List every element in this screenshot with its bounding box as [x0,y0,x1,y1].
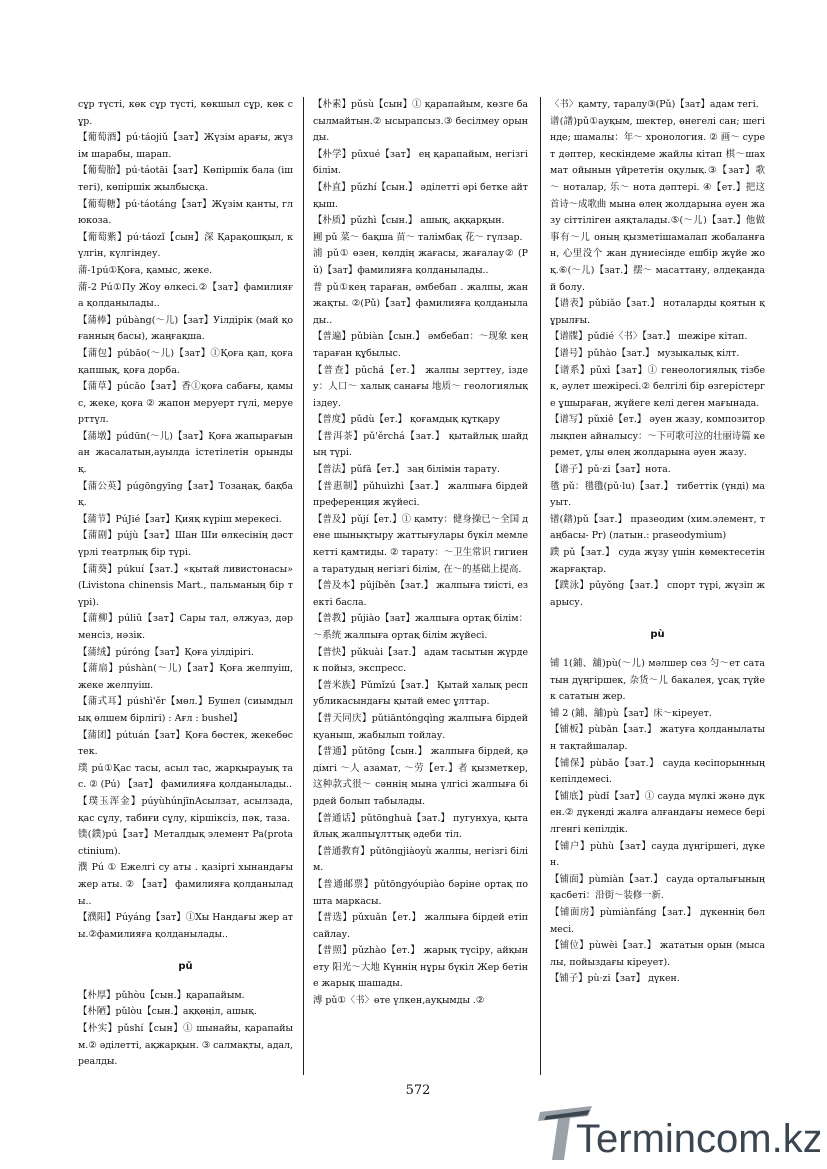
dictionary-entry: 【铺面】pùmiàn【зат.】 сауда орталығының қасбеті：沿街～装修一新. [550,873,765,902]
dictionary-entry: 【谱表】pǔbiǎo【зат.】 ноталарды қоятын құрылғы. [550,298,765,326]
dictionary-entry: 【谱系】pǔxì【зат】① генеологиялық тізбек, әулет шежіресі.② белгілі бір өзгерістерге ұшыраған, жүйеге келі деген мағынада. [550,364,765,409]
dictionary-entry: 【葡萄紫】pú·táozǐ【сын】深 Қарақошқыл, күлгін, күлгіндеу. [78,231,293,260]
dictionary-entry: 【朴陋】pǔlòu【сын.】аққөңіл, ашық. [78,1006,257,1018]
dictionary-entry: 【铺保】pùbǎo【зат.】 сауда кәсіпорынның кепілдемесі. [550,757,765,786]
dictionary-entry: 【朴素】pǔsù【сын】① қарапайым, көзге басылмайтын.② ысырапсыз.③ бесілмеу орынды. [313,99,528,144]
dictionary-entry: 【蒲墩】púdūn(～儿)【зат】Қоға жапырағынан жасалатын,ауылда істетілетін орындық. [78,430,293,476]
dictionary-entry: 【普查】pǔchá【ет.】 жалпы зерттеу, іздеу：人口～ халық санағы 地质～ геологиялық іздеу. [313,364,528,409]
dictionary-entry: 【朴学】pǔxué【зат】 ең қарапайым, негізгі білім. [313,148,528,177]
dictionary-entry: 【铺板】pùbǎn【зат.】 жатуға қолданылатын тақтайшалар. [550,724,765,752]
dictionary-entry: 【普洱茶】pǔ'ěrchá【зат.】 қытайлық шайдың түрі. [313,430,528,459]
dictionary-column-2 [313,97,528,1075]
dictionary-entry: 普 pǔ①кең тараған, әмбебап . жалпы, жан жақты. ②(Pǔ)【зат】фамилияға қолданылады.. [313,281,528,326]
section-heading: pù [650,629,665,641]
dictionary-entry: 【普通邮票】pǔtōngyóupiào бәріне ортақ пошта маркасы. [313,878,528,907]
dictionary-entry: 氆 pǔ：氆氇(pǔ·lu)【зат.】 тибеттік (үнді) мауыт. [550,480,765,509]
dictionary-entry: 璞 pú①Қас тасы, асыл тас, жарқырауық тас. ② (Pú) 【зат】 фамилияға қолданылады.. [78,762,293,791]
dictionary-entry: 【蒲团】pútuán【зат】Қоға бөстек, жекебөстек. [78,729,293,758]
dictionary-entry: 【普及】pǔjí【ет.】① қамту：健身操已～全国 дене шынықтыру жаттығулары бүкіл мемлекетті қамтиды. ② тарату：～卫生常识 гигиена таратудың негізгі білім, 在～的基础上提高. [313,513,528,575]
dictionary-entry: 【朴厚】pǔhòu【сын.】қарапайым. [78,989,245,1001]
dictionary-entry: 【普米族】Pǔmǐzú【зат.】 Қытай халық республикасындағы қытай емес ұлттар. [313,679,528,708]
dictionary-entry: 圃 pǔ 菜～ бақша 苗～ талімбақ 花～ гүлзар. [313,231,523,243]
column-divider [540,97,541,1075]
dictionary-entry: 【谱子】pǔ·zi【зат】нота. [550,464,671,476]
dictionary-entry: 【蒲棒】púbàng(～儿)【зат】Уілдірік (май қоғанның басы), жаңғақша. [78,314,293,343]
dictionary-entry: 蒲-1pú①Қоға, қамыс, жеке. [78,264,213,276]
dictionary-entry: 【普通话】pǔtōnghuà【зат.】 пугунхуа, қытайлық жалпыұлттық әдеби тіл. [313,812,528,841]
dictionary-entry: 【谱写】pǔxiě【ет.】 әуен жазу, композиторлықпен айналысу：～下可歌可泣的壮丽诗篇 керемет, ұлы өлең жолдарына әуен жазу. [550,414,765,459]
dictionary-entry: 【濮阳】Púyáng【зат】①Хы Нандағы жер аты.②фамилияға қолданылады.. [78,912,293,940]
dictionary-entry: 【蒲包】púbāo(～儿)【зат】①Қоға қап, қоға қапшық, қоға дорба. [78,347,293,376]
dictionary-entry: 【普照】pǔzhào【ет.】 жарық түсіру, айқын ету 阳光～大地 Күннің нұры бүкіл Жер бетіне жарық шашады. [313,945,528,990]
dictionary-entry: 【普法】pǔfǎ【ет.】 заң білімін тарату. [313,464,500,476]
site-logo[interactable] [530,1104,820,1164]
dictionary-entry: 蒲-2 Pú①Пу Жоу өлкесі.②【зат】фамилияға қолданылады.. [78,281,293,310]
dictionary-entry: 【璞玉浑金】púyùhúnjīnАсылзат, асылзада, қас сұлу, табиғи сұлу, кіршіксіз, пәк, таза. [78,795,293,824]
dictionary-entry: 铺 1(鋪、舖)pù(～儿) мәлшер сөз 匀～ет сататын дүңгіршек, 杂货～儿 бакалея, ұсақ түйек сататын жер. [550,658,765,703]
dictionary-entry: 【蒲葵】púkuí【зат.】«қытай ливистонасы» (Livistona chinensis Mart., пальманың бір түрі). [78,563,293,608]
column-divider [303,97,304,1075]
section-heading: pǔ [178,961,193,973]
dictionary-entry: 【谱牒】pǔdié〈书〉【зат.】 шежіре кітап. [550,331,748,343]
dictionary-entry: 【普通教育】pǔtōngjiàoyù жалпы, негізгі білім. [313,845,528,874]
dictionary-entry: 【蒲草】púcǎo【зат】香①қоға сабағы, қамыс, жеке, қоға ② жапон меруерт гүлі, меруерттүл. [78,381,293,426]
dictionary-entry: 铺 2 (鋪、舖)pù【зат】床～кіреует. [550,707,712,719]
dictionary-entry: 【朴直】pǔzhí【сын.】 әділетті әрі бетке айтқыш. [313,181,528,210]
dictionary-entry: 【普惠制】pǔhuìzhì【зат.】 жалпыға бірдей преференция жүйесі. [313,480,528,509]
dictionary-entry: 〈书〉қамту, таралу③(Pǔ)【зат】адам тегі. [550,99,759,110]
dictionary-entry: 【蒲柳】púliǔ【зат】Сары тал, әлжуаз, дәрменсіз, нәзік. [78,613,293,641]
dictionary-entry: 【普及本】pǔjíběn【зат.】 жалпыға тиісті, езекті басла. [313,580,528,608]
dictionary-entry: 【普教】pǔjiào【зат】жалпыға ортақ білім：～系统 жалпыға ортақ білім жүйесі. [313,613,528,641]
dictionary-entry: 【蒲剧】pújù【зат】Шан Ши өлкесінің дәстүрлі театрлық бір түрі. [78,530,293,559]
dictionary-entry: 镤(鏷)pú【зат】Металдық элемент Pa(protactinium). [78,829,293,857]
dictionary-entry: 【普度】pǔdù【ет.】 қоғамдық құтқару [313,414,500,426]
dictionary-entry: 【蒲节】PúJié【зат】Қияқ күріш мерекесі. [78,513,282,525]
dictionary-entry: 【普选】pǔxuǎn【ет.】 жалпыға бірдей етіп сайлау. [313,912,528,940]
dictionary-entry: 【蒲绒】púróng【зат】Қоға уілдірігі. [78,646,254,658]
dictionary-entry: 【铺面房】pùmiànfáng【зат.】 дүкеннің бөлмесі. [550,906,765,935]
dictionary-entry: 【普遍】pǔbiàn【сын.】 әмбебап：～现象 кең тараған құбылыс. [313,331,528,359]
dictionary-entry: 【葡萄胎】pú·táotāi【зат】Көпіршік бала (іштегі), көпіршік жылбысқа. [78,165,293,193]
logo-wordmark: Termincom.kz [576,1117,820,1161]
dictionary-entry: сұр түсті, көк сұр түсті, көкшыл сұр, көк сұр. [78,99,293,127]
dictionary-entry: 【铺子】pù·zi【зат】 дүкен. [550,973,680,985]
dictionary-entry: 【铺底】pùdǐ【зат】① сауда мүлкі жәнә дүкен.② дүкенді жалға алғандағы немесе берілгенгі кепілдік. [550,790,765,835]
dictionary-entry: 【谱号】pǔhào【зат.】 музыкалық кілт. [550,347,740,359]
dictionary-entry: 【普快】pǔkuài【зат.】 адам тасытын жүрдек пойыз, экспресс. [313,646,528,675]
dictionary-entry: 【葡萄糖】pú·táotáng【зат】Жүзім қанты, глюкоза. [78,198,293,227]
dictionary-entry: 镨(鐠)pǔ【зат.】 празеодим (хим.элемент, таңбасы- Pr) (латын.: praseodymium) [550,513,765,542]
dictionary-entry: 【蹼泳】pǔyǒng【зат.】 спорт түрі, жүзіп жарысу. [550,580,765,608]
dictionary-entry: 蹼 pǔ【зат.】 суда жүзу үшін көмектесетін жарғақтар. [550,547,765,575]
termincom-logo-icon [530,1104,820,1164]
dictionary-entry: 【葡萄酒】pú·táojiǔ【зат】Жүзім арағы, жүзім шарабы, шарап. [78,132,293,160]
dictionary-column-1 [78,97,293,1075]
dictionary-entry: 【铺位】pùwèi【зат.】 жататын орын (мысалы, пойыздағы кіреует). [550,940,765,968]
dictionary-entry: 【蒲扇】púshàn(～儿)【зат】Қоға желпуіш, жеке желпуіш. [78,663,293,691]
dictionary-entry: 【蒲式耳】púshì'ěr【мөл.】Бушел (сиымдылық өлшем бірлігі) : Ағл : bushel】 [78,696,293,724]
dictionary-entry: 谱(譜)pǔ①ауқым, шектер, өнегелі сан; шегінде; шамалы：年～ хронология. ② 画～ сурет дәптер, кескіндеме жайлы кітап 棋～шахмат ойынын үйрететін оқулық.③【зат】歌～ ноталар, 乐～ нота дәптері. ④【ет.】把这首诗～成歌曲 мына өлең жолдарына әуен жазу сіттіліген аяқталады.⑤(～儿)【зат.】他做事有～儿 оның қызметішамалап жобаланған, 心里没个 жан дүниесінде ешбір жүйе жоқ.⑥(～儿)【зат.】摆～ масаттану, әлдеқандай болу. [550,115,765,293]
dictionary-entry: 濮 Pú ① Ежелгі су аты . қазіргі хынандағы жер аты. ② 【зат】 фамилияға қолданылады.. [78,862,293,907]
page-number: 572 [405,1083,431,1098]
dictionary-entry: 浦 pǔ① өзен, көлдің жағасы, жағалау② (Pǔ)【зат】фамилияға қолданылады.. [313,248,528,276]
dictionary-entry: 【朴质】pǔzhì【сын.】 ашық, аққарқын. [313,215,505,227]
dictionary-column-3 [550,97,765,1075]
dictionary-entry: 【蒲公英】púgōngyīng【зат】Тозаңақ, бақбақ. [78,480,293,509]
dictionary-entry: 【朴实】pǔshí【сын】① шынайы, қарапайым.② әділетті, ақжарқын. ③ салмақты, адал, реалды. [78,1023,293,1068]
dictionary-entry: 【普天同庆】pǔtiāntóngqìng жалпыға бірдей қуаныш, жабылып тойлау. [313,712,528,741]
dictionary-entry: 【普通】pǔtōng【сын.】 жалпыға бірдей, қәдімгі ～人 азамат, ～劳【ет.】者 қызметкер, 这种款式很～ сәннің мына үлгісі жалпыға бірдей болып табылады. [313,746,528,807]
dictionary-entry: 【铺户】pùhù【зат】сауда дүңгіршегі, дүкен. [550,840,765,869]
dictionary-entry: 溥 pǔ①〈书〉өте үлкен,ауқымды .② [313,995,485,1007]
